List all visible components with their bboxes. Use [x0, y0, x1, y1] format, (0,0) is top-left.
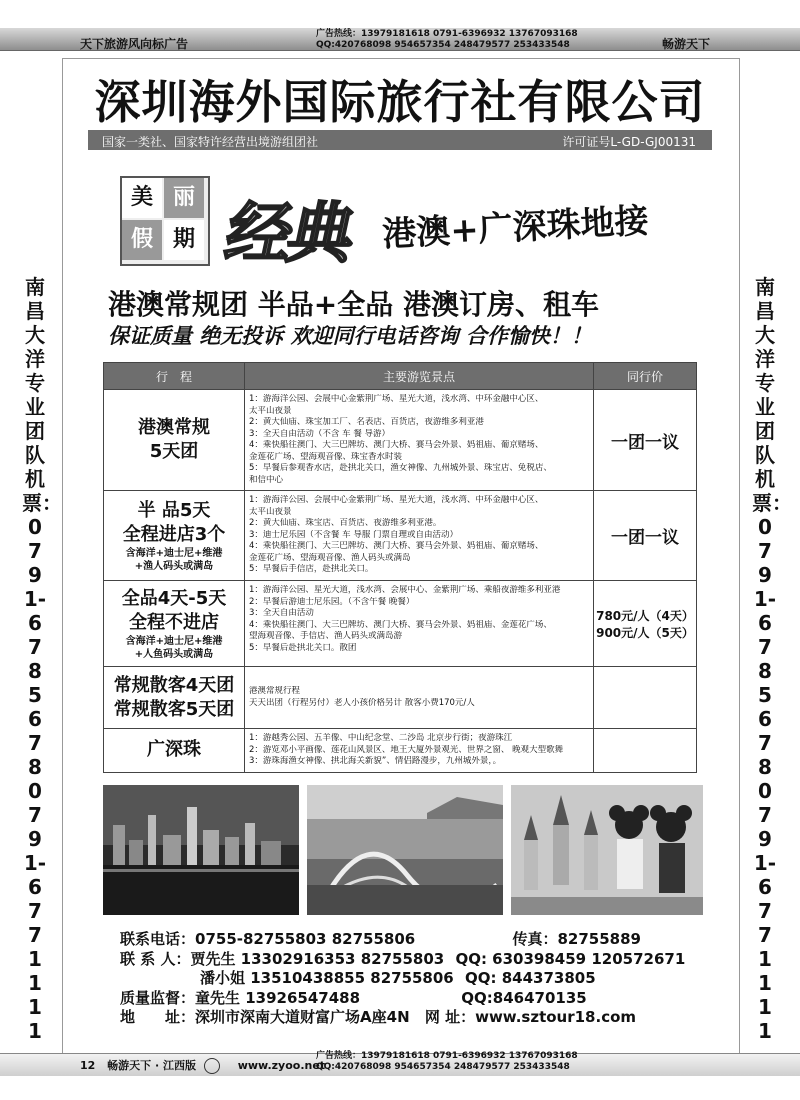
route-name-line1: 港澳常规	[138, 417, 210, 438]
route-name-line1: 常规散客4天团	[113, 674, 235, 696]
detail-line: 3：游珠海渔女神像、拱北海关新貌”、情侣路漫步，九州城外景，。	[249, 756, 502, 766]
route-name-line1: 广深珠	[147, 739, 201, 761]
route-name-cell	[104, 581, 245, 667]
person-label: 联 系 人：	[120, 949, 191, 968]
table-row	[104, 390, 697, 491]
company-name: 深圳海外国际旅行社有限公司	[94, 75, 706, 129]
col-header-sights: 主要游览景点	[245, 363, 594, 390]
detail-line: 金莲花广场、望海观音像、渔人码头或满岛	[249, 552, 411, 563]
detail-line: 3：迪士尼乐园（不含餐 车 导服 门票自理或自由活动）	[249, 529, 459, 540]
price-line1: 780元/人（4天）	[596, 608, 694, 623]
classic-title: 经典	[218, 194, 360, 272]
contact-person1-row	[120, 950, 685, 970]
footer-ad-line2: QQ:420768098 954657354 248479577 253433548	[316, 1062, 570, 1072]
supervise-value: 童先生 13926547488	[195, 988, 361, 1007]
route-detail-cell	[245, 581, 594, 667]
badge-char-4: 期	[164, 220, 204, 260]
contact-person2-row	[120, 969, 685, 989]
phone-value: 0755-82755803 82755806	[195, 930, 416, 948]
header-ad-line2: QQ:420768098 954657354 248479577 253433548	[316, 40, 570, 50]
detail-line: 3：全天自由活动（不含 车 餐 导游）	[249, 428, 391, 439]
route-price-cell	[594, 729, 697, 773]
logo-icon	[204, 1058, 220, 1074]
route-price-cell	[594, 491, 697, 581]
price-line1: 一团一议	[611, 432, 679, 453]
contact-supervise-row	[120, 989, 685, 1009]
route-price-cell	[594, 390, 697, 491]
slogan-title: 港澳+广深珠地接	[381, 201, 650, 255]
detail-line: 和信中心	[249, 474, 284, 485]
detail-line: 4：乘快船往澳门、大三巴牌坊、澳门大桥、赛马会外景、妈祖庙、葡京赌场、	[249, 440, 544, 450]
company-subbar	[88, 130, 712, 150]
table-row	[104, 581, 697, 667]
contact-phone-row	[120, 930, 685, 950]
badge-char-1: 美	[122, 178, 162, 218]
contact-address-row	[120, 1008, 685, 1028]
address-value: 深圳市深南大道财富广场A座4N	[195, 1008, 410, 1026]
table-header-row	[104, 363, 697, 390]
badge-char-2: 丽	[164, 178, 204, 218]
price-line1: 一团一议	[611, 528, 679, 548]
photo-hongkong-night	[103, 785, 299, 915]
detail-line: 2：游览邓小平画像、莲花山风景区、地王大厦外景观光、世界之窗、 晚观大型歌舞	[249, 744, 564, 755]
header-ad-line1: 广告热线：13979181618 0791-6396932 13767093168	[316, 29, 578, 39]
detail-line: 1：游越秀公园、五羊像、中山纪念堂、二沙岛 北京步行街；夜游珠江	[249, 733, 513, 743]
person1-qq: QQ: 630398459 120572671	[455, 949, 686, 968]
holiday-badge	[120, 176, 210, 266]
detail-line: 5：早餐后赴拱北关口。散团	[249, 642, 357, 653]
detail-line: 1：游海洋公园、会展中心金紫荆广场、星光大道，浅水湾、中环金融中心区、	[249, 394, 544, 404]
detail-line: 2：黄大仙庙、珠宝加工厂、名表店、百货店，夜游维多利亚港	[249, 417, 484, 427]
person2-qq: QQ: 844373805	[464, 969, 596, 987]
route-name-line2: 全程不进店	[129, 611, 219, 633]
side-right-text: 南昌大洋专业团队机票：0791-6785678 0791-6771111	[752, 275, 792, 1043]
header-left-text: 天下旅游风向标广告	[80, 37, 189, 51]
route-name-line2: 全程进店3个	[122, 523, 226, 545]
photo-disney-castle	[511, 785, 703, 915]
detail-line: 天天出团（行程另付）老人小孩价格另计 散客小费170元/人	[249, 697, 475, 708]
route-sub-line1: 含海洋+迪士尼+维港	[125, 547, 223, 559]
detail-line: 金莲花广场、望海观音像、珠宝香水时装	[249, 451, 403, 462]
col-header-price: 同行价	[594, 363, 697, 390]
route-name-cell	[104, 667, 245, 729]
detail-line: 5：早餐后手信店，赴拱北关口。	[249, 564, 374, 574]
person2-value: 潘小姐 13510438855 82755806	[200, 969, 454, 987]
route-name-line2: 常规散客5天团	[113, 698, 235, 720]
page-number: 12	[80, 1059, 96, 1072]
address-label: 地 址：	[120, 1008, 196, 1026]
company-license: 许可证号L-GD-GJ00131	[562, 135, 696, 149]
badge-char-3: 假	[122, 220, 162, 260]
route-name-line1: 半 品5天	[137, 499, 211, 521]
detail-line: 太平山夜景	[249, 506, 292, 517]
route-sub-line1: 含海洋+迪士尼+维港	[125, 635, 223, 647]
route-price-cell	[594, 581, 697, 667]
headline-guarantee: 保证质量 绝无投诉 欢迎同行电话咨询 合作愉快！！	[108, 324, 592, 348]
footer-site[interactable]: www.zyoo.net	[237, 1059, 326, 1072]
footer-ad-line1: 广告热线：13979181618 0791-6396932 13767093168	[316, 1051, 578, 1061]
route-name-cell	[104, 390, 245, 491]
detail-line: 太平山夜景	[249, 405, 292, 416]
detail-line: 5：早餐后参观香水店，赴拱北关口，渔女神像、九州城外景、珠宝店、免税店、	[249, 463, 552, 473]
phone-label: 联系电话：	[120, 930, 196, 948]
detail-line: 4：乘快船往澳门、大三巴牌坊、澳门大桥、赛马会外景、妈祖庙、葡京赌场、	[249, 541, 544, 551]
route-detail-cell	[245, 667, 594, 729]
detail-line: 4：乘快船往澳门、大三巴牌坊、澳门大桥、赛马会外景、妈祖庙、金莲花广场、	[249, 619, 552, 630]
footer-left	[80, 1057, 325, 1074]
person1-value: 贾先生 13302916353 82755803	[190, 949, 445, 968]
footer-ad	[316, 1051, 578, 1073]
route-detail-cell	[245, 491, 594, 581]
table-row	[104, 729, 697, 773]
detail-line: 2：早餐后游迪士尼乐园。（不含午餐 晚餐）	[249, 596, 415, 607]
supervise-label: 质量监督：	[120, 988, 196, 1007]
detail-line: 1：游海洋公园、会展中心金紫荆广场、星光大道，浅水湾、中环金融中心区、	[249, 495, 544, 505]
headline-products: 港澳常规团 半品+全品 港澳订房、租车	[108, 288, 599, 321]
fax-label: 传真：	[512, 930, 558, 948]
detail-line: 3：全天自由活动	[249, 608, 314, 618]
detail-line: 1：游海洋公园、星光大道，浅水湾、会展中心、金紫荆广场、乘船夜游维多利亚港	[249, 585, 561, 595]
photo-ocean-park	[307, 785, 503, 915]
col-header-route: 行 程	[104, 363, 245, 390]
side-left-text: 南昌大洋专业团队机票：0791-6785678 0791-6771111	[22, 275, 62, 1043]
route-name-line2: 5天团	[149, 441, 199, 462]
header-ad	[316, 29, 578, 51]
header-right-text: 畅游天下	[661, 37, 710, 51]
route-sub-line2: +人鱼码头或满岛	[134, 648, 214, 660]
detail-line: 港澳常规行程	[249, 686, 301, 696]
detail-line: 2：黄大仙庙、珠宝店、百货店、夜游维多利亚港。	[249, 518, 442, 528]
route-sub-line2: +渔人码头或满岛	[134, 560, 214, 572]
price-line2: 900元/人（5天）	[596, 625, 694, 640]
fax-value: 82755889	[557, 930, 641, 948]
route-name-cell	[104, 491, 245, 581]
company-tagline: 国家一类社、国家特许经营出境游组团社	[102, 135, 319, 149]
footer-brand: 畅游天下 · 江西版	[107, 1059, 196, 1072]
table-row	[104, 491, 697, 581]
web-link[interactable]: www.sztour18.com	[475, 1008, 637, 1026]
route-name-line1: 全品4天-5天	[121, 587, 227, 609]
route-detail-cell	[245, 390, 594, 491]
table-row	[104, 667, 697, 729]
route-table	[103, 362, 697, 773]
web-label: 网 址：	[424, 1008, 476, 1026]
route-name-cell	[104, 729, 245, 773]
route-price-cell	[594, 667, 697, 729]
route-detail-cell	[245, 729, 594, 773]
detail-line: 望海观音像、手信店、渔人码头或满岛游	[249, 631, 403, 641]
contact-block	[120, 930, 685, 1028]
supervise-qq: QQ:846470135	[461, 988, 587, 1007]
